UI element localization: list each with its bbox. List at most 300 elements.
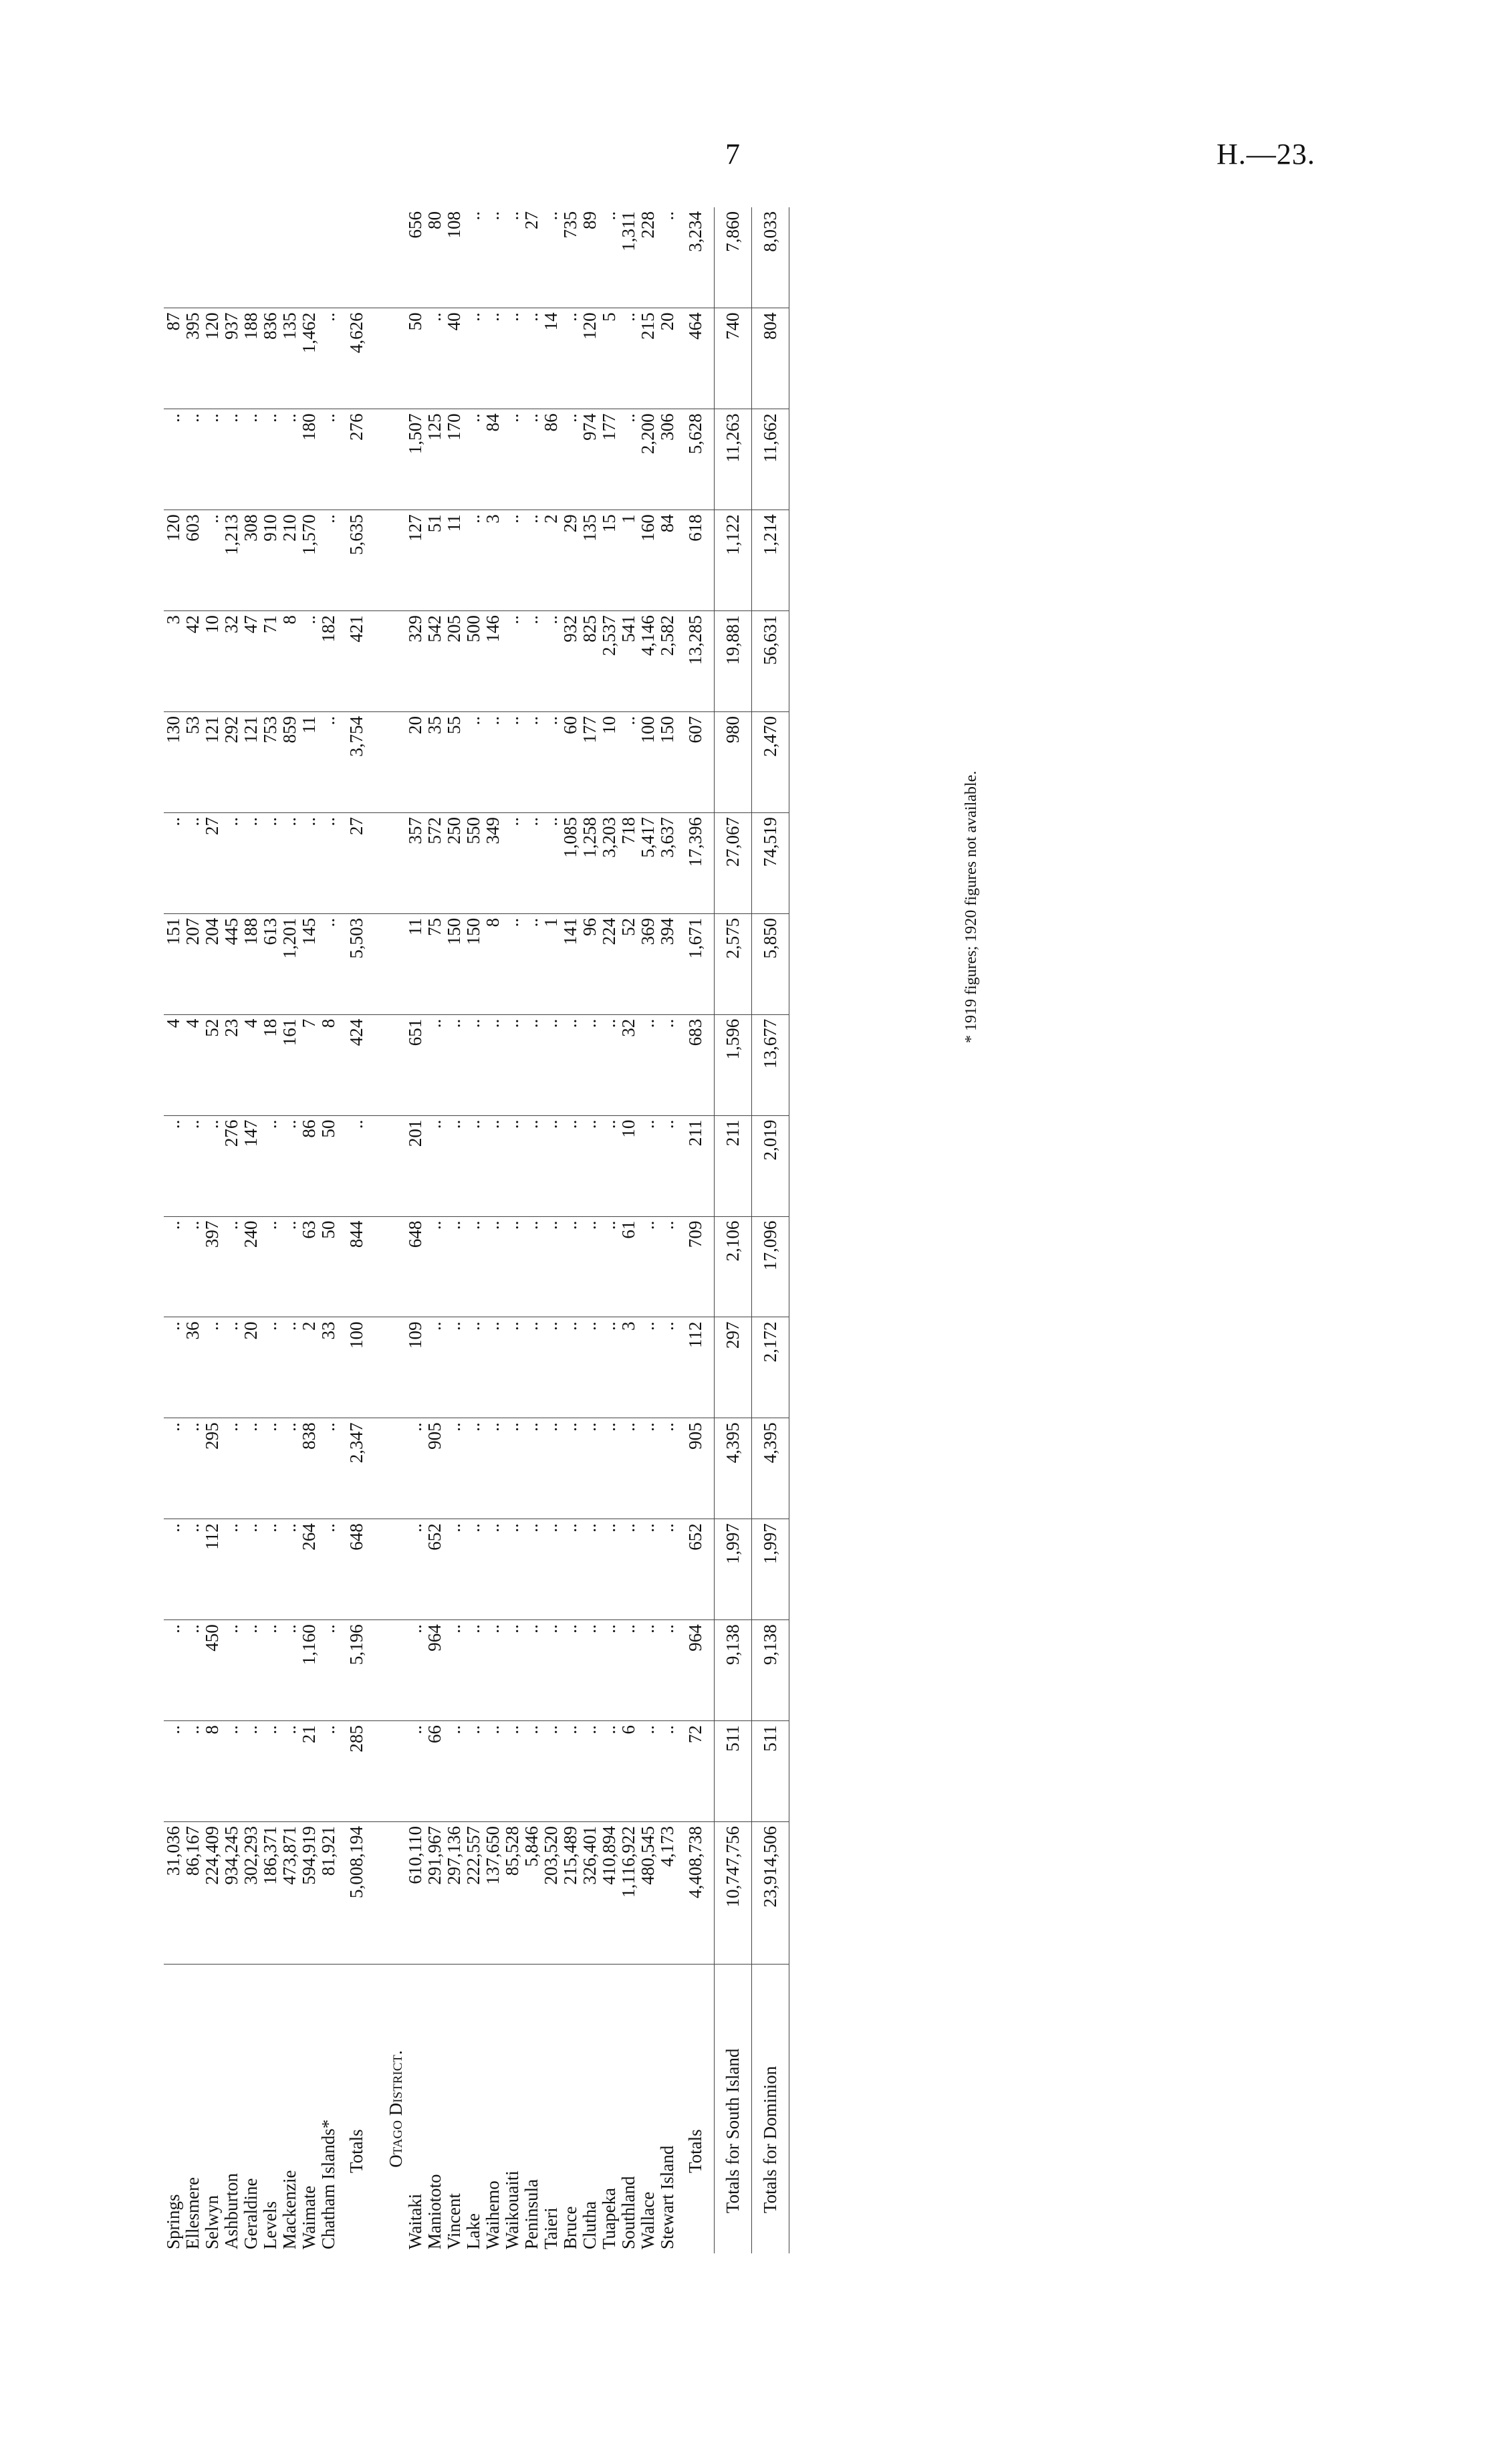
table-cell: 130	[164, 712, 183, 813]
table-cell: 27	[203, 812, 222, 913]
table-cell: ..	[522, 913, 541, 1014]
table-cell: 3	[164, 611, 183, 712]
table-cell: ..	[600, 1317, 619, 1418]
table-cell: ..	[183, 1721, 203, 1822]
table-cell: 160	[638, 510, 658, 611]
table-cell: ..	[445, 1519, 464, 1620]
table-cell: ..	[658, 1620, 677, 1721]
table-cell: ..	[445, 1115, 464, 1216]
table-cell: ..	[483, 207, 503, 308]
table-cell: 75	[425, 913, 445, 1014]
table-cell: 20	[406, 712, 425, 813]
table-cell: 150	[445, 913, 464, 1014]
table-cell: 11,662	[752, 409, 789, 510]
table-cell: ..	[658, 1721, 677, 1822]
table-cell: ..	[261, 1317, 280, 1418]
table-cell: ..	[619, 1620, 638, 1721]
table-cell: ..	[164, 1216, 183, 1317]
table-cell: ..	[619, 308, 638, 409]
table-cell: 50	[319, 1216, 338, 1317]
table-cell: ..	[580, 1721, 600, 1822]
table-cell	[375, 1721, 406, 1822]
table-cell: 4,408,738	[677, 1822, 715, 1965]
table-cell: 5,008,194	[338, 1822, 375, 1965]
table-cell: 17,096	[752, 1216, 789, 1317]
table-cell	[203, 207, 222, 308]
table-row	[425, 207, 445, 2253]
table-row	[541, 207, 561, 2253]
table-cell: ..	[280, 1519, 299, 1620]
table-cell: 18	[261, 1014, 280, 1115]
table-cell: ..	[261, 1721, 280, 1822]
table-cell: ..	[261, 1519, 280, 1620]
table-cell: ..	[164, 1721, 183, 1822]
table-cell: 35	[425, 712, 445, 813]
table-cell: ..	[261, 1115, 280, 1216]
district-name: Stewart Island	[657, 2145, 677, 2249]
table-cell: 1,997	[752, 1519, 789, 1620]
table-cell: ..	[164, 1115, 183, 1216]
table-cell: ..	[638, 1721, 658, 1822]
table-cell: 1,671	[677, 913, 715, 1014]
table-row	[658, 207, 677, 2253]
table-cell: ..	[522, 1620, 541, 1721]
table-cell: ..	[483, 1216, 503, 1317]
table-cell: ..	[522, 1216, 541, 1317]
table-cell: ..	[580, 1519, 600, 1620]
table-cell: ..	[600, 1216, 619, 1317]
table-cell	[222, 207, 241, 308]
table-cell: 10,747,756	[715, 1822, 752, 1965]
table-cell: 135	[580, 510, 600, 611]
table-cell: ..	[319, 1418, 338, 1519]
table-cell: 2,537	[600, 611, 619, 712]
table-cell: ..	[619, 712, 638, 813]
table-cell: 5,846	[522, 1822, 541, 1965]
table-cell: 421	[338, 611, 375, 712]
table-cell: 709	[677, 1216, 715, 1317]
table-cell: 964	[425, 1620, 445, 1721]
table-cell: 464	[677, 308, 715, 409]
table-cell: ..	[638, 1014, 658, 1115]
table-cell: 276	[222, 1115, 241, 1216]
table-cell: 285	[338, 1721, 375, 1822]
district-name: Springs	[163, 2194, 183, 2249]
table-cell: ..	[600, 1721, 619, 1822]
table-cell: 357	[406, 812, 425, 913]
table-cell: 542	[425, 611, 445, 712]
district-name: Vincent	[444, 2193, 464, 2249]
table-cell: 1	[541, 913, 561, 1014]
district-name: Mackenzie	[279, 2170, 299, 2249]
table-cell: ..	[561, 308, 580, 409]
table-cell: ..	[280, 1317, 299, 1418]
table-row	[600, 207, 619, 2253]
table-cell: 56,631	[752, 611, 789, 712]
table-cell: 224,409	[203, 1822, 222, 1965]
table-cell: 2,106	[715, 1216, 752, 1317]
table-cell: 72	[677, 1721, 715, 1822]
table-cell: 20	[241, 1317, 261, 1418]
table-cell: 740	[715, 308, 752, 409]
table-cell: ..	[503, 913, 522, 1014]
south-island-totals-row	[715, 207, 752, 2253]
table-cell: 141	[561, 913, 580, 1014]
table-row	[522, 207, 541, 2253]
table-cell	[375, 1317, 406, 1418]
table-cell: 203,520	[541, 1822, 561, 1965]
table-cell: ..	[580, 1014, 600, 1115]
table-cell: 170	[445, 409, 464, 510]
district-name: Wallace	[638, 2191, 658, 2249]
table-cell: ..	[541, 1620, 561, 1721]
table-cell: ..	[183, 1216, 203, 1317]
table-cell	[164, 207, 183, 308]
table-cell: ..	[503, 1216, 522, 1317]
table-row	[241, 207, 261, 2253]
table-cell: ..	[503, 1620, 522, 1721]
table-cell: ..	[503, 308, 522, 409]
table-cell: 3,203	[600, 812, 619, 913]
table-cell: ..	[600, 1519, 619, 1620]
table-cell: 204	[203, 913, 222, 1014]
table-cell	[375, 409, 406, 510]
table-cell: ..	[280, 1115, 299, 1216]
table-cell: 182	[319, 611, 338, 712]
table-cell: ..	[483, 712, 503, 813]
table-cell: 51	[425, 510, 445, 611]
district-name: Waimate	[299, 2185, 319, 2249]
table-cell: 648	[338, 1519, 375, 1620]
table-cell: 109	[406, 1317, 425, 1418]
table-cell: ..	[445, 1014, 464, 1115]
table-cell: 135	[280, 308, 299, 409]
table-cell: 735	[561, 207, 580, 308]
table-cell: 718	[619, 812, 638, 913]
table-cell: 150	[658, 712, 677, 813]
table-cell: ..	[261, 1418, 280, 1519]
table-cell: 5,503	[338, 913, 375, 1014]
table-cell: ..	[503, 1519, 522, 1620]
table-cell: 150	[464, 913, 483, 1014]
table-cell: ..	[638, 1519, 658, 1620]
table-cell: ..	[222, 1519, 241, 1620]
table-cell: ..	[164, 812, 183, 913]
table-cell	[375, 1115, 406, 1216]
district-name: Taieri	[541, 2207, 561, 2249]
table-cell: 5,628	[677, 409, 715, 510]
table-cell: ..	[658, 1115, 677, 1216]
table-cell: ..	[241, 1519, 261, 1620]
table-cell: 292	[222, 712, 241, 813]
table-cell: ..	[503, 611, 522, 712]
section-heading: Otago District.	[386, 2050, 406, 2168]
table-cell	[375, 611, 406, 712]
table-cell: ..	[522, 1014, 541, 1115]
table-cell: ..	[164, 1418, 183, 1519]
table-cell: 50	[406, 308, 425, 409]
table-cell: ..	[580, 1216, 600, 1317]
table-row	[483, 207, 503, 2253]
table-cell: 937	[222, 308, 241, 409]
table-cell: 652	[677, 1519, 715, 1620]
table-cell: ..	[638, 1216, 658, 1317]
table-cell: 205	[445, 611, 464, 712]
table-cell: 29	[561, 510, 580, 611]
table-cell: 306	[658, 409, 677, 510]
table-cell: ..	[241, 1721, 261, 1822]
table-cell: 1,570	[299, 510, 319, 611]
table-cell: ..	[319, 510, 338, 611]
table-cell: 240	[241, 1216, 261, 1317]
table-row	[638, 207, 658, 2253]
table-cell: 302,293	[241, 1822, 261, 1965]
table-cell: 618	[677, 510, 715, 611]
table-cell: 4	[183, 1014, 203, 1115]
table-cell: 8	[280, 611, 299, 712]
district-name: Waitaki	[405, 2193, 425, 2249]
table-cell: 42	[183, 611, 203, 712]
table-cell: 329	[406, 611, 425, 712]
table-cell: ..	[638, 1317, 658, 1418]
table-cell: 52	[619, 913, 638, 1014]
table-cell: ..	[280, 1721, 299, 1822]
table-cell	[375, 1519, 406, 1620]
totals-row	[338, 207, 375, 2253]
table-cell: ..	[600, 207, 619, 308]
table-cell	[375, 1014, 406, 1115]
table-cell: 932	[561, 611, 580, 712]
table-cell: 1,214	[752, 510, 789, 611]
table-cell: ..	[561, 1014, 580, 1115]
table-cell: ..	[658, 207, 677, 308]
table-cell: 3	[483, 510, 503, 611]
table-cell: 683	[677, 1014, 715, 1115]
table-cell: ..	[183, 1115, 203, 1216]
table-row	[561, 207, 580, 2253]
table-cell: ..	[503, 1115, 522, 1216]
table-cell: 11	[406, 913, 425, 1014]
table-cell: 84	[658, 510, 677, 611]
table-cell: 397	[203, 1216, 222, 1317]
table-cell: 40	[445, 308, 464, 409]
district-name: Ellesmere	[182, 2177, 203, 2249]
table-cell: 61	[619, 1216, 638, 1317]
table-cell: ..	[241, 1620, 261, 1721]
table-cell: ..	[319, 1721, 338, 1822]
table-cell	[375, 712, 406, 813]
table-cell: 905	[425, 1418, 445, 1519]
table-cell: 4,146	[638, 611, 658, 712]
table-cell: ..	[503, 712, 522, 813]
table-cell: ..	[522, 1721, 541, 1822]
district-name: Totals	[685, 2129, 705, 2173]
table-cell: 1,462	[299, 308, 319, 409]
table-cell: ..	[522, 1418, 541, 1519]
table-cell: ..	[503, 1721, 522, 1822]
table-cell	[375, 812, 406, 913]
table-cell	[319, 207, 338, 308]
table-cell: 66	[425, 1721, 445, 1822]
table-cell: ..	[541, 712, 561, 813]
table-cell: 145	[299, 913, 319, 1014]
table-cell: 81,921	[319, 1822, 338, 1965]
table-cell: 3	[619, 1317, 638, 1418]
table-cell: 5,196	[338, 1620, 375, 1721]
table-cell: 276	[338, 409, 375, 510]
table-row	[580, 207, 600, 2253]
table-cell: ..	[241, 812, 261, 913]
table-cell: 613	[261, 913, 280, 1014]
district-name: Lake	[463, 2213, 483, 2249]
table-cell: ..	[561, 1216, 580, 1317]
table-cell: 74,519	[752, 812, 789, 913]
table-cell: 50	[319, 1115, 338, 1216]
table-cell: ..	[483, 1620, 503, 1721]
table-cell	[375, 1216, 406, 1317]
table-cell: ..	[522, 308, 541, 409]
table-cell: 8	[203, 1721, 222, 1822]
table-cell: 17,396	[677, 812, 715, 913]
table-cell: ..	[580, 1115, 600, 1216]
table-cell	[183, 207, 203, 308]
table-cell: 80	[425, 207, 445, 308]
table-cell: 14	[541, 308, 561, 409]
table-cell: ..	[600, 1620, 619, 1721]
table-cell: 1,311	[619, 207, 638, 308]
table-cell: 980	[715, 712, 752, 813]
table-cell: 651	[406, 1014, 425, 1115]
table-cell: ..	[561, 1620, 580, 1721]
table-cell: ..	[503, 207, 522, 308]
table-cell: 3,637	[658, 812, 677, 913]
table-cell: 1,997	[715, 1519, 752, 1620]
table-cell: 85,528	[503, 1822, 522, 1965]
table-cell: 53	[183, 712, 203, 813]
table-cell: ..	[280, 812, 299, 913]
table-cell: ..	[541, 1418, 561, 1519]
table-cell: ..	[319, 409, 338, 510]
table-cell: ..	[183, 1418, 203, 1519]
table-cell: ..	[222, 1620, 241, 1721]
table-cell: 120	[580, 308, 600, 409]
table-cell: ..	[503, 812, 522, 913]
table-cell: ..	[561, 1317, 580, 1418]
table-cell: 974	[580, 409, 600, 510]
table-cell: 186,371	[261, 1822, 280, 1965]
table-cell: ..	[183, 1620, 203, 1721]
table-cell: 1,596	[715, 1014, 752, 1115]
table-cell: ..	[619, 1519, 638, 1620]
table-cell: 71	[261, 611, 280, 712]
table-cell	[338, 207, 375, 308]
table-cell: 87	[164, 308, 183, 409]
district-name: Totals for Dominion	[752, 1965, 789, 2254]
table-cell: ..	[522, 1317, 541, 1418]
table-cell: 222,557	[464, 1822, 483, 1965]
table-cell: 607	[677, 712, 715, 813]
table-cell: ..	[280, 409, 299, 510]
table-cell: ..	[580, 1620, 600, 1721]
table-cell: ..	[261, 812, 280, 913]
table-cell: 753	[261, 712, 280, 813]
table-cell: ..	[483, 1014, 503, 1115]
district-name: Totals	[346, 2129, 366, 2173]
table-cell: 4,395	[715, 1418, 752, 1519]
district-name: Clutha	[580, 2201, 600, 2249]
table-cell: 120	[203, 308, 222, 409]
table-cell: ..	[464, 712, 483, 813]
report-code: H.—23.	[1217, 138, 1315, 171]
table-cell: ..	[261, 409, 280, 510]
table-cell: ..	[503, 1317, 522, 1418]
table-cell: 100	[638, 712, 658, 813]
table-cell: 15	[600, 510, 619, 611]
table-cell: 297,136	[445, 1822, 464, 1965]
table-cell: ..	[464, 1519, 483, 1620]
district-name: Peninsula	[521, 2179, 541, 2249]
table-cell: 3,754	[338, 712, 375, 813]
table-cell: 100	[338, 1317, 375, 1418]
table-cell: 5,850	[752, 913, 789, 1014]
district-name: Waihemo	[483, 2180, 503, 2249]
table-cell: 7	[299, 1014, 319, 1115]
table-cell: ..	[464, 1014, 483, 1115]
table-cell: 161	[280, 1014, 299, 1115]
table-cell: 1	[619, 510, 638, 611]
table-cell: 603	[183, 510, 203, 611]
table-cell: 3,234	[677, 207, 715, 308]
table-cell: ..	[222, 1418, 241, 1519]
district-name: Southland	[618, 2176, 638, 2249]
table-cell: 10	[600, 712, 619, 813]
table-cell: 4,395	[752, 1418, 789, 1519]
table-row	[203, 207, 222, 2253]
table-cell: 5,635	[338, 510, 375, 611]
table-cell: ..	[503, 510, 522, 611]
table-cell: ..	[561, 1519, 580, 1620]
table-cell: 369	[638, 913, 658, 1014]
district-name: Tuapeka	[599, 2188, 619, 2249]
table-cell: ..	[425, 1317, 445, 1418]
table-cell: ..	[464, 1721, 483, 1822]
table-cell: 4,173	[658, 1822, 677, 1965]
table-cell: 121	[241, 712, 261, 813]
table-cell: ..	[580, 1418, 600, 1519]
table-cell: ..	[522, 812, 541, 913]
table-cell: 8	[483, 913, 503, 1014]
table-cell: ..	[406, 1721, 425, 1822]
table-cell: 125	[425, 409, 445, 510]
table-cell: 326,401	[580, 1822, 600, 1965]
table-cell: ..	[638, 1418, 658, 1519]
table-cell: ..	[406, 1620, 425, 1721]
table-cell: ..	[658, 1216, 677, 1317]
table-cell: 63	[299, 1216, 319, 1317]
table-cell: 964	[677, 1620, 715, 1721]
table-cell: ..	[338, 1115, 375, 1216]
district-name: Waikouaiti	[502, 2170, 522, 2249]
table-cell: 86	[541, 409, 561, 510]
table-cell: ..	[522, 611, 541, 712]
table-cell: 825	[580, 611, 600, 712]
table-cell: ..	[164, 1620, 183, 1721]
table-cell: 27,067	[715, 812, 752, 913]
table-cell: ..	[319, 712, 338, 813]
table-cell: 2,575	[715, 913, 752, 1014]
table-cell: ..	[299, 611, 319, 712]
table-cell: 934,245	[222, 1822, 241, 1965]
